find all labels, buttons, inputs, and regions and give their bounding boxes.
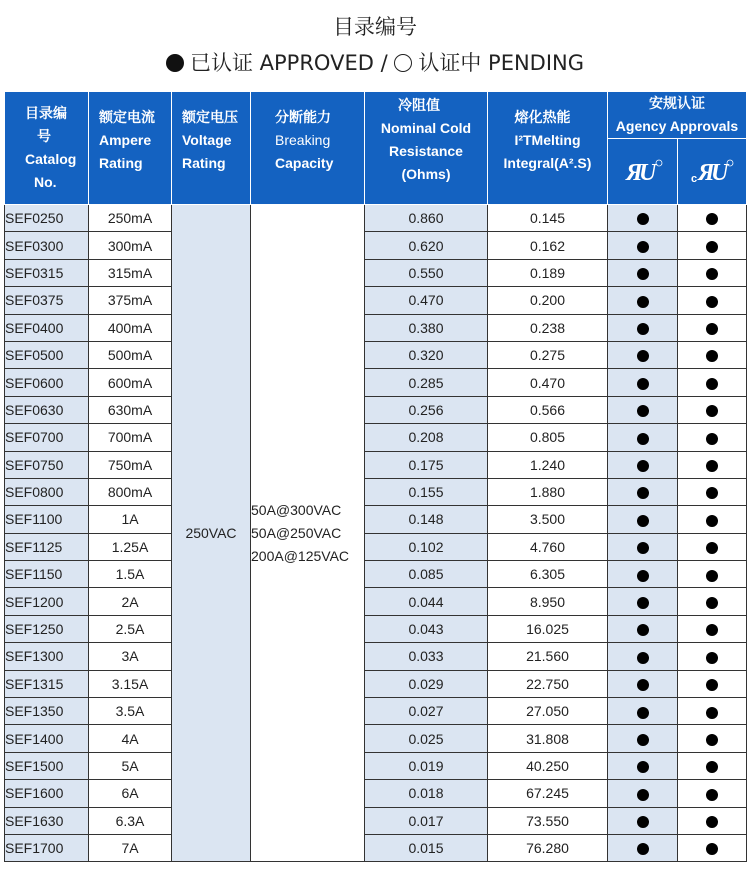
header-resistance xyxy=(365,92,488,205)
approved-dot-icon xyxy=(637,761,649,773)
cell-melting-integral: 6.305 xyxy=(488,561,608,588)
cell-melting-integral: 0.145 xyxy=(488,205,608,232)
cell-catalog: SEF1200 xyxy=(5,588,89,615)
svg-text:U: U xyxy=(711,159,729,186)
cell-cur-approval xyxy=(678,396,747,423)
cell-ur-approval xyxy=(608,369,678,396)
approved-dot-icon xyxy=(706,734,718,746)
cell-melting-integral: 0.566 xyxy=(488,396,608,423)
cell-catalog: SEF1315 xyxy=(5,670,89,697)
cell-melting-integral: 22.750 xyxy=(488,670,608,697)
approved-dot-icon xyxy=(706,789,718,801)
approved-dot-icon xyxy=(706,624,718,636)
cell-resistance: 0.029 xyxy=(365,670,488,697)
cell-ur-approval xyxy=(608,561,678,588)
cell-catalog: SEF0700 xyxy=(5,424,89,451)
cell-melting-integral: 0.470 xyxy=(488,369,608,396)
header-ampere-en-2: Rating xyxy=(99,155,143,171)
cell-ampere: 630mA xyxy=(89,396,172,423)
header-voltage xyxy=(172,92,251,205)
table-row xyxy=(5,478,747,505)
header-melting xyxy=(488,92,608,205)
svg-text:c: c xyxy=(691,172,698,185)
cell-resistance: 0.027 xyxy=(365,698,488,725)
cell-ur-approval xyxy=(608,643,678,670)
header-catalog-cn: 目录编 xyxy=(25,105,67,121)
cell-ampere: 315mA xyxy=(89,259,172,286)
cell-resistance: 0.550 xyxy=(365,259,488,286)
cell-ur-approval xyxy=(608,314,678,341)
table-row xyxy=(5,670,747,697)
cell-catalog: SEF1125 xyxy=(5,533,89,560)
cell-catalog: SEF0315 xyxy=(5,259,89,286)
header-catalog xyxy=(5,92,89,205)
table-row xyxy=(5,506,747,533)
approved-dot-icon xyxy=(706,487,718,499)
cell-ampere: 1A xyxy=(89,506,172,533)
cell-resistance: 0.085 xyxy=(365,561,488,588)
header-approvals-cn: 安规认证 xyxy=(649,95,705,111)
cell-ur-approval xyxy=(608,232,678,259)
table-row xyxy=(5,807,747,834)
approved-dot-icon xyxy=(637,323,649,335)
cell-catalog: SEF0800 xyxy=(5,478,89,505)
cell-catalog: SEF1300 xyxy=(5,643,89,670)
cell-catalog: SEF1250 xyxy=(5,615,89,642)
approved-dot-icon xyxy=(637,652,649,664)
cell-melting-integral: 1.880 xyxy=(488,478,608,505)
cell-catalog: SEF0400 xyxy=(5,314,89,341)
header-breaking-cn: 分断能力 xyxy=(275,109,331,125)
cell-melting-integral: 0.805 xyxy=(488,424,608,451)
cell-ur-approval xyxy=(608,670,678,697)
cell-ampere: 300mA xyxy=(89,232,172,259)
approved-dot-icon xyxy=(637,707,649,719)
approved-dot-icon xyxy=(637,433,649,445)
cell-cur-approval xyxy=(678,259,747,286)
cell-resistance: 0.320 xyxy=(365,341,488,368)
header-catalog-en: Catalog xyxy=(25,151,77,167)
svg-text:Я: Я xyxy=(698,159,715,186)
cell-melting-integral: 21.560 xyxy=(488,643,608,670)
header-resistance-en-2: Resistance xyxy=(389,143,463,159)
cell-melting-integral: 31.808 xyxy=(488,725,608,752)
cell-ur-approval xyxy=(608,259,678,286)
header-catalog-cn-2: 号 xyxy=(37,128,51,144)
breaking-capacity-line: 50A@300VAC xyxy=(251,501,342,518)
cell-catalog: SEF0630 xyxy=(5,396,89,423)
approved-dot-icon xyxy=(706,268,718,280)
approved-dot-icon xyxy=(706,679,718,691)
cell-cur-approval xyxy=(678,780,747,807)
approved-dot-icon xyxy=(637,241,649,253)
cell-resistance: 0.044 xyxy=(365,588,488,615)
table-row xyxy=(5,451,747,478)
header-breaking-en-2: Capacity xyxy=(275,155,334,171)
table-row xyxy=(5,643,747,670)
approved-dot-icon xyxy=(706,570,718,582)
fuse-spec-table xyxy=(4,91,747,862)
approved-dot-icon xyxy=(706,707,718,719)
header-cur-mark xyxy=(678,139,747,205)
approved-dot-icon xyxy=(706,433,718,445)
cell-ur-approval xyxy=(608,780,678,807)
cell-resistance: 0.175 xyxy=(365,451,488,478)
approved-dot-icon xyxy=(706,460,718,472)
cell-ur-approval xyxy=(608,615,678,642)
cell-catalog: SEF0600 xyxy=(5,369,89,396)
cell-ampere: 375mA xyxy=(89,287,172,314)
approved-dot-icon xyxy=(637,460,649,472)
cell-catalog: SEF1630 xyxy=(5,807,89,834)
cell-cur-approval xyxy=(678,561,747,588)
cell-melting-integral: 0.200 xyxy=(488,287,608,314)
cell-ampere: 3.15A xyxy=(89,670,172,697)
cell-ur-approval xyxy=(608,478,678,505)
cell-ampere: 400mA xyxy=(89,314,172,341)
approved-filled-dot-icon xyxy=(166,54,184,72)
table-row xyxy=(5,615,747,642)
header-approvals xyxy=(608,92,747,139)
cell-ampere: 600mA xyxy=(89,369,172,396)
cell-ur-approval xyxy=(608,834,678,861)
breaking-capacity-line: 50A@250VAC xyxy=(251,524,342,541)
approved-dot-icon xyxy=(637,679,649,691)
cell-ampere: 750mA xyxy=(89,451,172,478)
breaking-capacity-line: 200A@125VAC xyxy=(251,547,350,564)
cell-resistance: 0.043 xyxy=(365,615,488,642)
approved-dot-icon xyxy=(637,789,649,801)
cell-cur-approval xyxy=(678,424,747,451)
cell-catalog: SEF1100 xyxy=(5,506,89,533)
cell-voltage-rating: 250VAC xyxy=(172,205,251,862)
cell-cur-approval xyxy=(678,533,747,560)
cell-melting-integral: 76.280 xyxy=(488,834,608,861)
page-title: 目录编号 xyxy=(333,15,417,39)
cell-ampere: 800mA xyxy=(89,478,172,505)
table-row xyxy=(5,698,747,725)
table-header xyxy=(5,92,747,205)
cell-catalog: SEF0300 xyxy=(5,232,89,259)
cell-ampere: 7A xyxy=(89,834,172,861)
cell-ampere: 4A xyxy=(89,725,172,752)
cell-resistance: 0.208 xyxy=(365,424,488,451)
table-row xyxy=(5,752,747,779)
approved-dot-icon xyxy=(637,843,649,855)
approved-dot-icon xyxy=(706,816,718,828)
approved-dot-icon xyxy=(637,816,649,828)
cell-ampere: 3A xyxy=(89,643,172,670)
cell-ur-approval xyxy=(608,205,678,232)
header-voltage-en: Voltage xyxy=(182,132,232,148)
table-row xyxy=(5,725,747,752)
cell-resistance: 0.019 xyxy=(365,752,488,779)
header-voltage-en-2: Rating xyxy=(182,155,226,171)
table-row xyxy=(5,259,747,286)
approved-dot-icon xyxy=(706,378,718,390)
cell-catalog: SEF0750 xyxy=(5,451,89,478)
cell-melting-integral: 67.245 xyxy=(488,780,608,807)
legend-separator: / xyxy=(380,51,388,75)
cell-catalog: SEF0250 xyxy=(5,205,89,232)
cell-resistance: 0.148 xyxy=(365,506,488,533)
table-row xyxy=(5,369,747,396)
cell-cur-approval xyxy=(678,588,747,615)
cell-breaking-capacity xyxy=(251,205,365,862)
approved-dot-icon xyxy=(637,487,649,499)
cell-resistance: 0.470 xyxy=(365,287,488,314)
cell-resistance: 0.102 xyxy=(365,533,488,560)
cell-ampere: 2.5A xyxy=(89,615,172,642)
cell-ur-approval xyxy=(608,533,678,560)
approved-dot-icon xyxy=(706,405,718,417)
cell-melting-integral: 3.500 xyxy=(488,506,608,533)
cell-catalog: SEF1500 xyxy=(5,752,89,779)
table-row xyxy=(5,314,747,341)
approved-dot-icon xyxy=(637,542,649,554)
table-body xyxy=(5,205,747,862)
cell-resistance: 0.256 xyxy=(365,396,488,423)
approved-dot-icon xyxy=(637,734,649,746)
table-row xyxy=(5,205,747,232)
table-row xyxy=(5,561,747,588)
approved-dot-icon xyxy=(637,570,649,582)
cell-melting-integral: 73.550 xyxy=(488,807,608,834)
cell-cur-approval xyxy=(678,314,747,341)
cell-cur-approval xyxy=(678,643,747,670)
cell-cur-approval xyxy=(678,725,747,752)
approved-dot-icon xyxy=(706,652,718,664)
cell-ur-approval xyxy=(608,341,678,368)
cell-ampere: 2A xyxy=(89,588,172,615)
cell-cur-approval xyxy=(678,752,747,779)
header-ampere-en: Ampere xyxy=(99,132,152,148)
header-approvals-en: Agency Approvals xyxy=(615,118,739,134)
svg-text:Я: Я xyxy=(625,159,643,186)
pending-hollow-circle-icon xyxy=(394,54,412,72)
header-melting-cn: 熔化热能 xyxy=(514,109,571,125)
cell-ur-approval xyxy=(608,506,678,533)
table-row xyxy=(5,780,747,807)
cell-ampere: 1.5A xyxy=(89,561,172,588)
cell-cur-approval xyxy=(678,670,747,697)
approved-dot-icon xyxy=(706,350,718,362)
approved-dot-icon xyxy=(637,405,649,417)
ur-recognized-icon xyxy=(623,158,663,186)
cell-ur-approval xyxy=(608,725,678,752)
approved-dot-icon xyxy=(706,542,718,554)
approved-dot-icon xyxy=(706,843,718,855)
cell-catalog: SEF1700 xyxy=(5,834,89,861)
approved-dot-icon xyxy=(706,323,718,335)
cell-ur-approval xyxy=(608,807,678,834)
cell-catalog: SEF1400 xyxy=(5,725,89,752)
cell-catalog: SEF1150 xyxy=(5,561,89,588)
cell-resistance: 0.620 xyxy=(365,232,488,259)
cell-cur-approval xyxy=(678,506,747,533)
cur-recognized-icon xyxy=(690,158,734,186)
header-breaking-en: Breaking xyxy=(275,132,331,148)
cell-ampere: 1.25A xyxy=(89,533,172,560)
cell-catalog: SEF0500 xyxy=(5,341,89,368)
cell-ampere: 250mA xyxy=(89,205,172,232)
header-melting-en-2: Integral(A².S) xyxy=(503,155,592,171)
cell-melting-integral: 1.240 xyxy=(488,451,608,478)
approved-dot-icon xyxy=(637,350,649,362)
cell-ur-approval xyxy=(608,698,678,725)
table-row xyxy=(5,588,747,615)
approved-dot-icon xyxy=(637,296,649,308)
approval-legend xyxy=(0,47,750,77)
table-row xyxy=(5,396,747,423)
cell-cur-approval xyxy=(678,451,747,478)
cell-ampere: 6.3A xyxy=(89,807,172,834)
header-resistance-unit: (Ohms) xyxy=(401,166,451,182)
cell-ur-approval xyxy=(608,451,678,478)
cell-catalog: SEF0375 xyxy=(5,287,89,314)
header-catalog-en-2: No. xyxy=(34,174,57,190)
cell-melting-integral: 0.189 xyxy=(488,259,608,286)
svg-text:U: U xyxy=(638,159,656,186)
cell-melting-integral: 0.162 xyxy=(488,232,608,259)
cell-melting-integral: 27.050 xyxy=(488,698,608,725)
cell-ampere: 3.5A xyxy=(89,698,172,725)
approved-dot-icon xyxy=(706,213,718,225)
cell-resistance: 0.015 xyxy=(365,834,488,861)
cell-ampere: 700mA xyxy=(89,424,172,451)
approved-dot-icon xyxy=(637,378,649,390)
cell-melting-integral: 0.275 xyxy=(488,341,608,368)
cell-resistance: 0.285 xyxy=(365,369,488,396)
table-row xyxy=(5,533,747,560)
approved-dot-icon xyxy=(637,515,649,527)
header-ur-mark xyxy=(608,139,678,205)
cell-ur-approval xyxy=(608,287,678,314)
approved-dot-icon xyxy=(637,624,649,636)
table-row xyxy=(5,232,747,259)
header-resistance-en: Nominal Cold xyxy=(380,120,472,136)
cell-cur-approval xyxy=(678,205,747,232)
cell-catalog: SEF1350 xyxy=(5,698,89,725)
cell-cur-approval xyxy=(678,615,747,642)
cell-cur-approval xyxy=(678,478,747,505)
table-row xyxy=(5,424,747,451)
cell-cur-approval xyxy=(678,698,747,725)
approved-dot-icon xyxy=(706,761,718,773)
cell-resistance: 0.860 xyxy=(365,205,488,232)
table-row xyxy=(5,834,747,861)
cell-cur-approval xyxy=(678,807,747,834)
approved-dot-icon xyxy=(706,296,718,308)
cell-cur-approval xyxy=(678,232,747,259)
header-ampere-cn: 额定电流 xyxy=(99,109,155,125)
cell-resistance: 0.155 xyxy=(365,478,488,505)
cell-cur-approval xyxy=(678,287,747,314)
cell-melting-integral: 0.238 xyxy=(488,314,608,341)
cell-melting-integral: 4.760 xyxy=(488,533,608,560)
cell-ur-approval xyxy=(608,588,678,615)
cell-cur-approval xyxy=(678,834,747,861)
cell-resistance: 0.380 xyxy=(365,314,488,341)
approved-dot-icon xyxy=(706,241,718,253)
cell-ampere: 500mA xyxy=(89,341,172,368)
cell-ur-approval xyxy=(608,752,678,779)
legend-approved-label: 已认证 APPROVED xyxy=(189,51,374,75)
header-resistance-cn: 冷阻值 xyxy=(398,97,440,113)
approved-dot-icon xyxy=(637,597,649,609)
legend-pending-label: 认证中 PENDING xyxy=(418,51,585,75)
cell-catalog: SEF1600 xyxy=(5,780,89,807)
approved-dot-icon xyxy=(637,268,649,280)
cell-melting-integral: 40.250 xyxy=(488,752,608,779)
cell-resistance: 0.017 xyxy=(365,807,488,834)
header-voltage-cn: 额定电压 xyxy=(182,109,238,125)
header-melting-en: I²TMelting xyxy=(514,132,581,148)
cell-cur-approval xyxy=(678,341,747,368)
cell-resistance: 0.025 xyxy=(365,725,488,752)
cell-ampere: 5A xyxy=(89,752,172,779)
cell-ampere: 6A xyxy=(89,780,172,807)
cell-melting-integral: 8.950 xyxy=(488,588,608,615)
cell-melting-integral: 16.025 xyxy=(488,615,608,642)
cell-cur-approval xyxy=(678,369,747,396)
cell-ur-approval xyxy=(608,424,678,451)
header-breaking xyxy=(251,92,365,205)
table-row xyxy=(5,341,747,368)
table-row xyxy=(5,287,747,314)
approved-dot-icon xyxy=(706,597,718,609)
header-ampere xyxy=(89,92,172,205)
cell-ur-approval xyxy=(608,396,678,423)
cell-resistance: 0.018 xyxy=(365,780,488,807)
approved-dot-icon xyxy=(637,213,649,225)
approved-dot-icon xyxy=(706,515,718,527)
cell-resistance: 0.033 xyxy=(365,643,488,670)
